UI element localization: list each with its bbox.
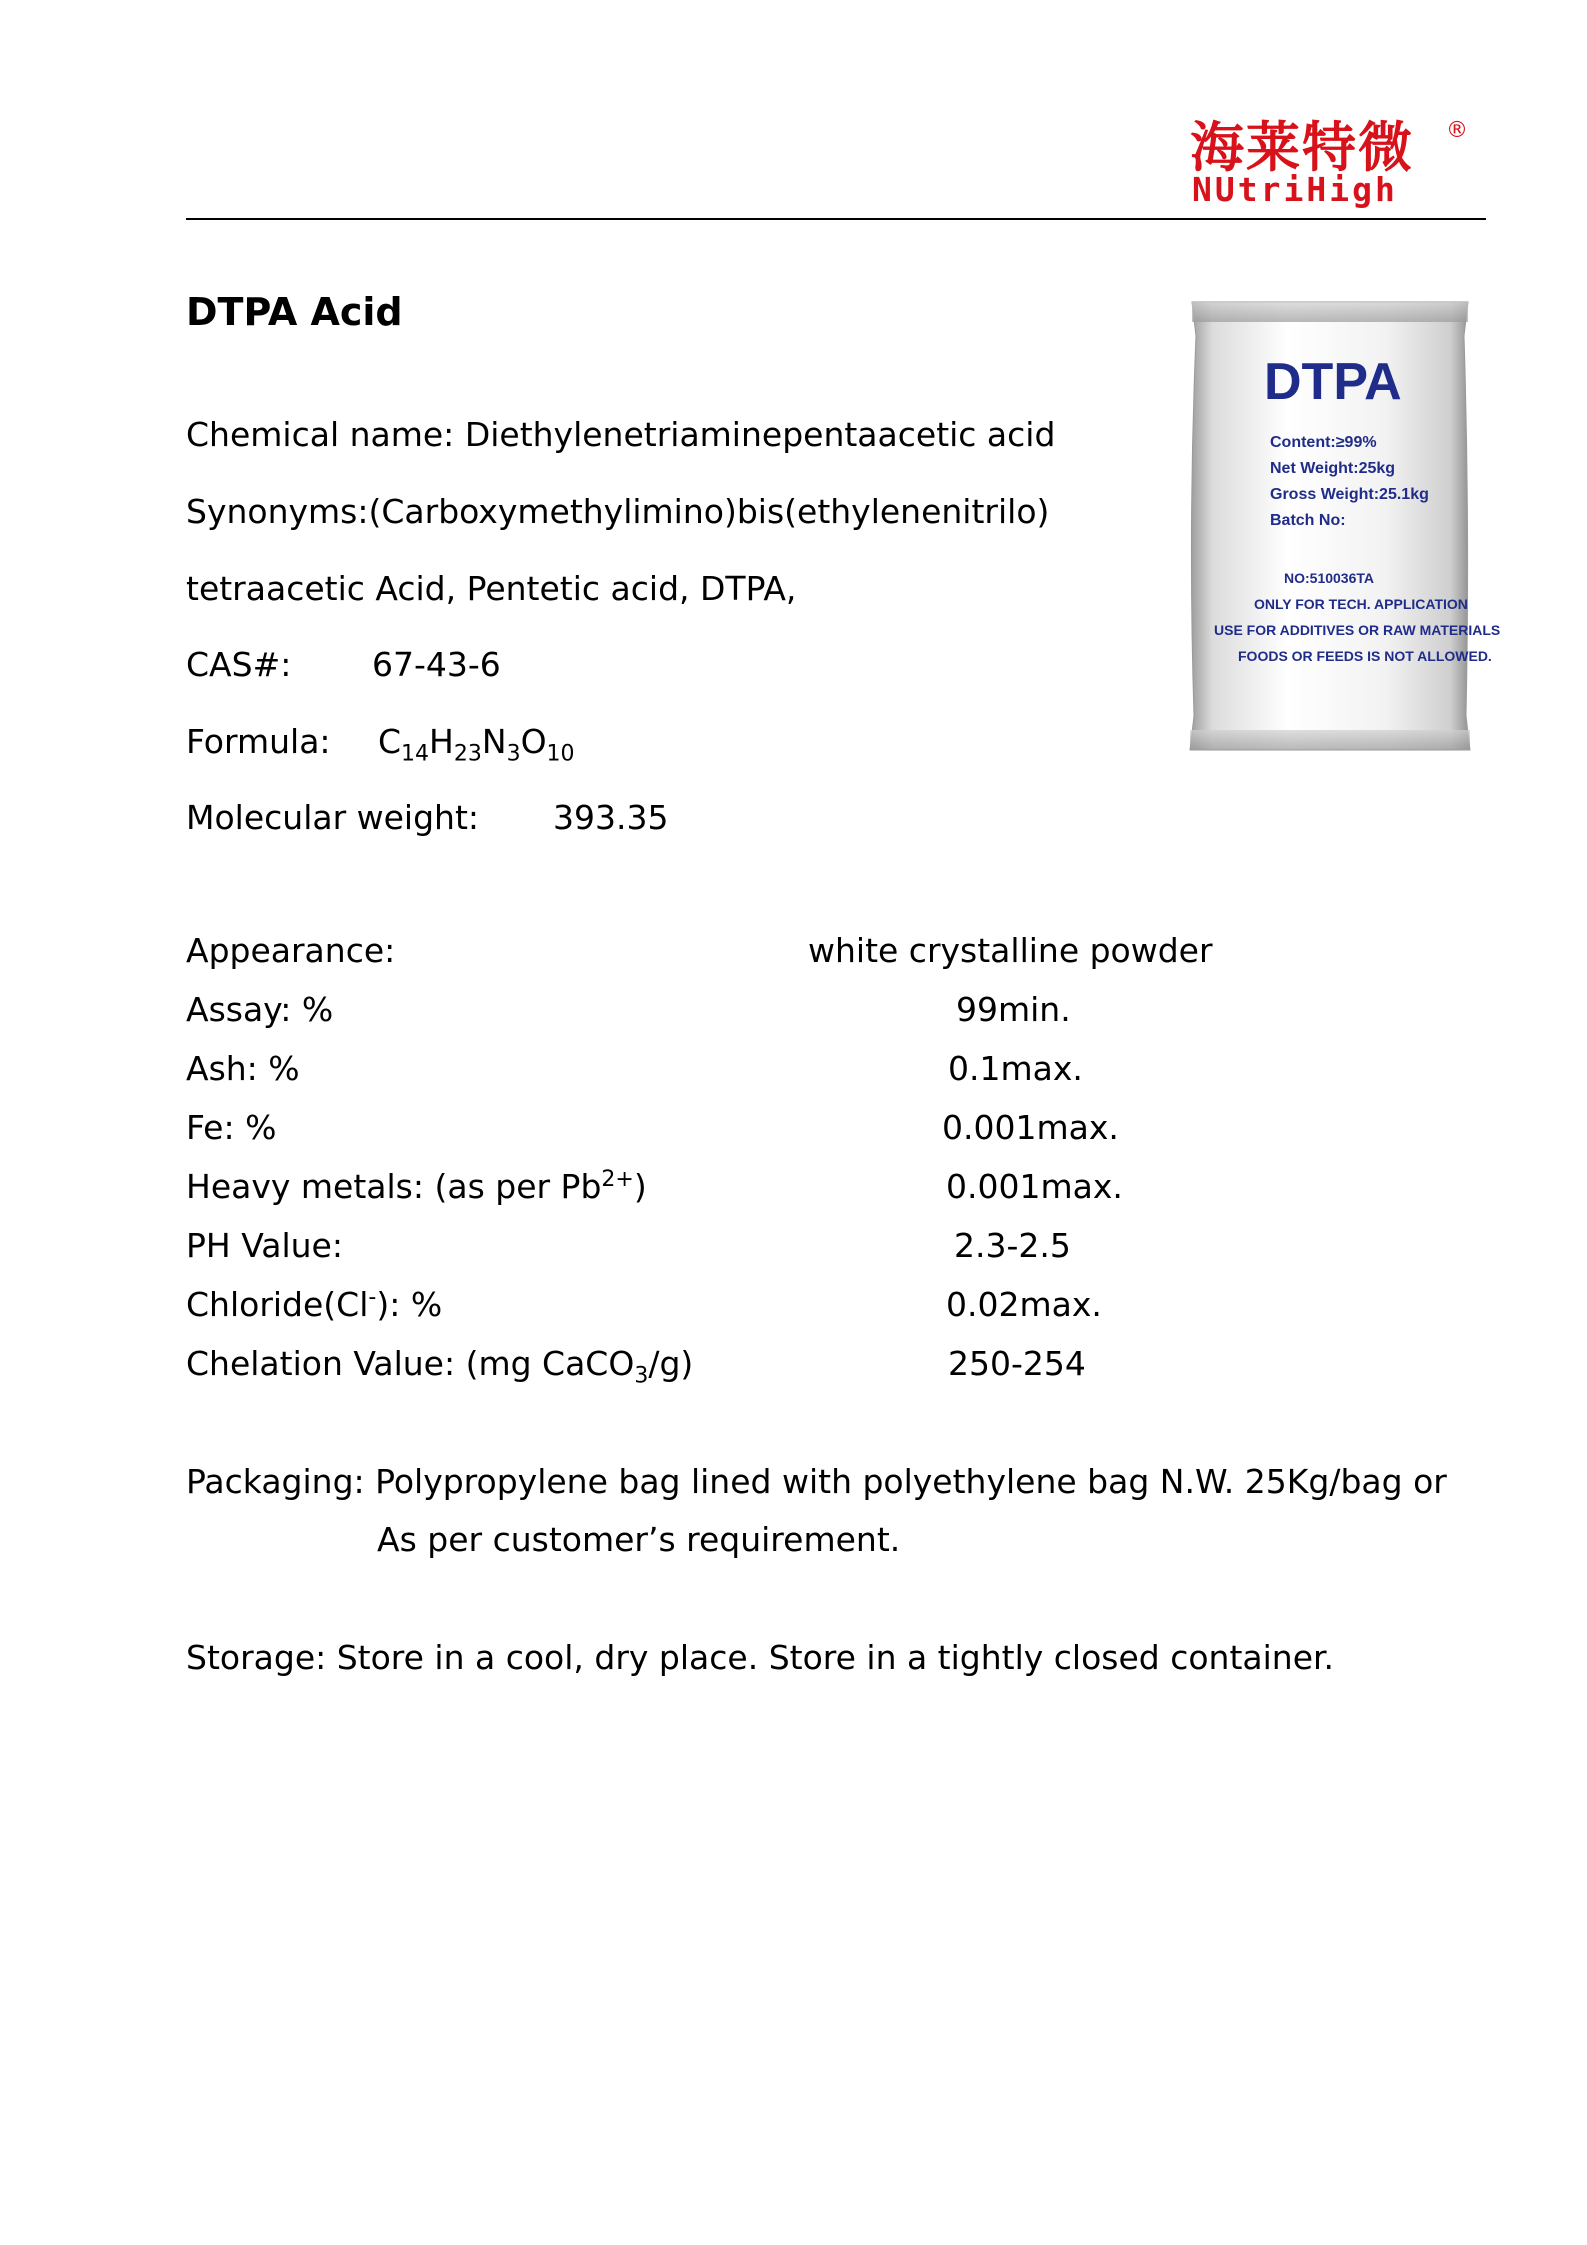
chloride-sup: - <box>368 1285 377 1310</box>
formula-value <box>378 722 575 767</box>
chloride-label <box>186 1285 442 1325</box>
ash-label: Ash: % <box>186 1049 300 1088</box>
ash-value: 0.1max. <box>948 1049 1083 1088</box>
heavy-metals-value: 0.001max. <box>946 1167 1123 1206</box>
formula-element: O <box>520 722 547 761</box>
bag-only-tech: ONLY FOR TECH. APPLICATION <box>1254 596 1468 612</box>
chelation-sub: 3 <box>634 1363 649 1389</box>
assay-label: Assay: % <box>186 990 334 1029</box>
fe-value: 0.001max. <box>942 1108 1119 1147</box>
cas-label: CAS#: <box>186 645 292 684</box>
chelation-value: 250-254 <box>948 1344 1086 1383</box>
chelation-text: Chelation Value: (mg CaCO <box>186 1344 635 1383</box>
chemical-name-label: Chemical name: <box>186 415 455 454</box>
company-logo-english: NUtriHigh <box>1192 170 1398 209</box>
bag-title: DTPA <box>1264 353 1402 411</box>
chelation-text-end: /g) <box>648 1344 694 1383</box>
synonyms-line-2: tetraacetic Acid, Pentetic acid, DTPA, <box>186 569 797 608</box>
chemical-name-row <box>186 415 1055 455</box>
synonyms-line-1: Synonyms:(Carboxymethylimino)bis(ethylenenitrilo) <box>186 492 1050 531</box>
chloride-value: 0.02max. <box>946 1285 1102 1324</box>
formula-subscript: 14 <box>401 741 430 767</box>
company-logo-chinese: 海莱特微 <box>1190 116 1414 179</box>
heavy-metals-sup: 2+ <box>601 1167 634 1192</box>
product-bag-image <box>1186 296 1501 756</box>
chemical-name-value: Diethylenetriaminepentaacetic acid <box>464 415 1056 454</box>
packaging-line-1: Packaging: Polypropylene bag lined with polyethylene bag N.W. 25Kg/bag or <box>186 1462 1447 1501</box>
formula-element: H <box>429 722 454 761</box>
heavy-metals-text: Heavy metals: (as per Pb <box>186 1167 602 1206</box>
mw-label: Molecular weight: <box>186 798 480 837</box>
ph-label: PH Value: <box>186 1226 343 1265</box>
header-divider <box>186 218 1486 220</box>
bag-content: Content:≥99% <box>1270 434 1377 451</box>
heavy-metals-close: ) <box>633 1167 647 1206</box>
cas-value: 67-43-6 <box>372 645 501 684</box>
chelation-label <box>186 1344 694 1389</box>
bag-batch: Batch No: <box>1270 512 1346 529</box>
formula-label: Formula: <box>186 722 331 761</box>
bag-no: NO:510036TA <box>1284 570 1375 586</box>
appearance-value: white crystalline powder <box>808 931 1213 970</box>
bag-foods-warning: FOODS OR FEEDS IS NOT ALLOWED. <box>1238 648 1492 664</box>
page-title: DTPA Acid <box>186 290 403 334</box>
chloride-text: Chloride(Cl <box>186 1285 369 1324</box>
bag-net-weight: Net Weight:25kg <box>1270 460 1396 477</box>
formula-element: N <box>481 722 507 761</box>
formula-subscript: 10 <box>546 741 575 767</box>
formula-subscript: 23 <box>453 741 482 767</box>
chloride-text-end: ): % <box>376 1285 443 1324</box>
assay-value: 99min. <box>956 990 1071 1029</box>
mw-value: 393.35 <box>553 798 669 837</box>
formula-subscript: 3 <box>506 741 521 767</box>
fe-label: Fe: % <box>186 1108 277 1147</box>
registered-mark: ® <box>1446 118 1468 143</box>
appearance-label: Appearance: <box>186 931 396 970</box>
formula-element: C <box>378 722 402 761</box>
bag-use-for: USE FOR ADDITIVES OR RAW MATERIALS <box>1214 622 1501 638</box>
heavy-metals-label <box>186 1167 647 1207</box>
ph-value: 2.3-2.5 <box>954 1226 1071 1265</box>
bag-gross-weight: Gross Weight:25.1kg <box>1270 486 1429 503</box>
storage-text: Storage: Store in a cool, dry place. Store in a tightly closed container. <box>186 1638 1335 1677</box>
packaging-line-2: As per customer’s requirement. <box>377 1520 901 1559</box>
